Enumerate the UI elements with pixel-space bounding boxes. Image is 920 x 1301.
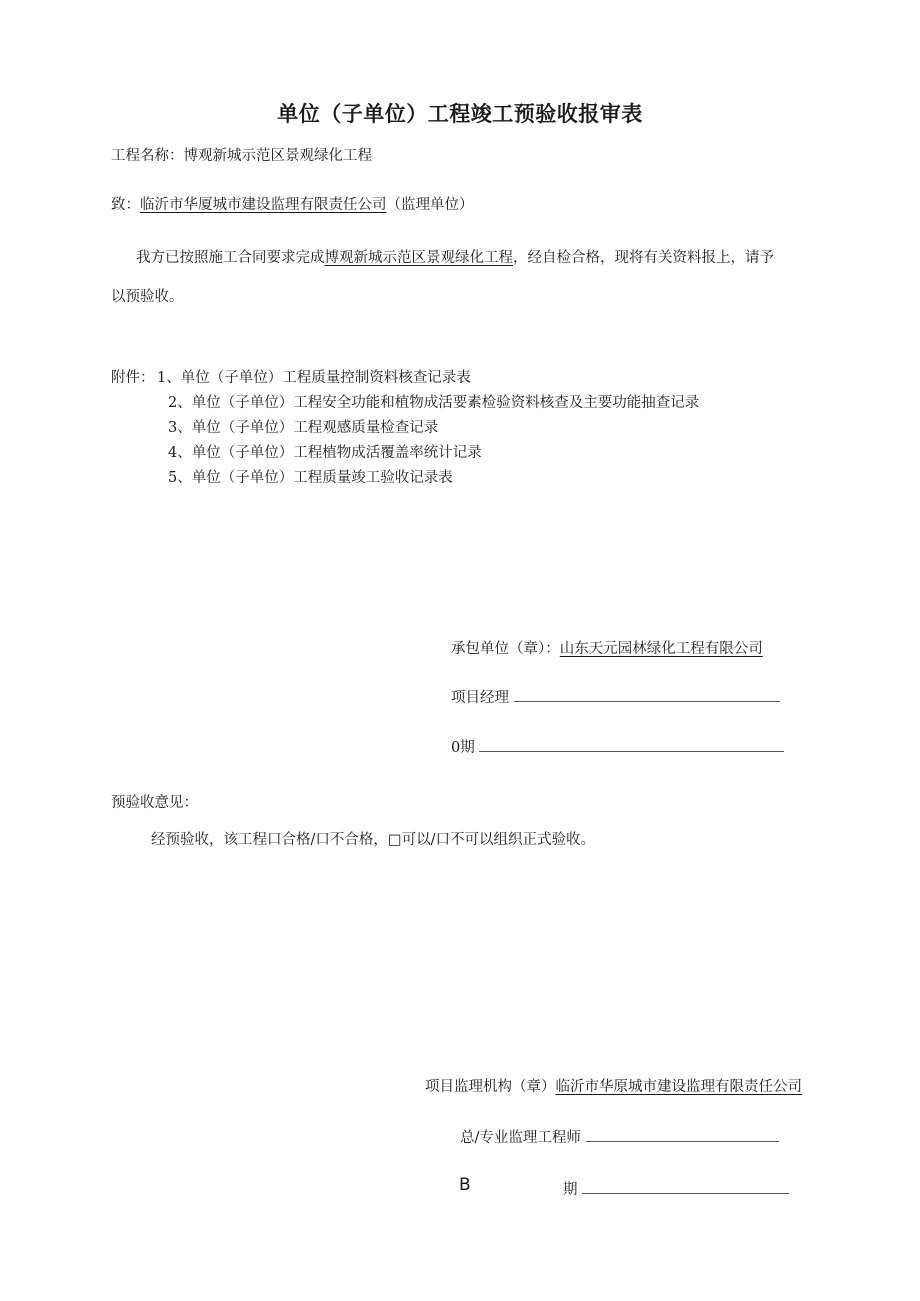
page-title: 单位（子单位）工程竣工预验收报审表 xyxy=(277,102,643,126)
project-manager-signature-line xyxy=(514,686,780,702)
supervisor-date-line xyxy=(582,1178,789,1194)
attachment-item-4: 4、单位（子单位）工程植物成活覆盖率统计记录 xyxy=(168,445,482,461)
attachment-item-1: 1、单位（子单位）工程质量控制资料核查记录表 xyxy=(157,370,471,386)
engineer-signature-line xyxy=(586,1126,779,1142)
opinion-label: 预验收意见： xyxy=(111,795,198,811)
contractor-date-line xyxy=(479,736,784,752)
supervisor-date-row xyxy=(563,1178,789,1199)
statement-line-1 xyxy=(136,246,774,267)
addressee-row xyxy=(111,193,474,214)
project-manager-row xyxy=(451,686,780,707)
project-name-row xyxy=(111,144,372,165)
supervisor-label: 项目监理机构（章） xyxy=(425,1079,556,1095)
contractor-company: 山东天元园林绿化工程有限公司 xyxy=(559,641,763,657)
addressee-suffix: （监理单位） xyxy=(386,197,474,213)
contractor-row xyxy=(451,637,763,658)
supervisor-row xyxy=(425,1075,802,1096)
supervisor-company: 临沂市华原城市建设监理有限责任公司 xyxy=(555,1079,802,1095)
statement-part-1: 我方已按照施工合同要求完成 xyxy=(136,250,325,266)
project-manager-label: 项目经理 xyxy=(451,690,509,706)
contractor-date-row xyxy=(451,736,784,757)
statement-part-2: ，经自检合格，现将有关资料报上，请予 xyxy=(513,250,774,266)
addressee-company: 临沂市华厦城市建设监理有限责任公司 xyxy=(140,197,387,213)
contractor-label: 承包单位（章）： xyxy=(451,641,560,657)
statement-line-2: 以预验收。 xyxy=(111,289,184,305)
addressee-prefix: 致： xyxy=(111,197,140,213)
engineer-row xyxy=(460,1126,779,1147)
statement-project: 博观新城示范区景观绿化工程 xyxy=(324,250,513,266)
supervisor-date-prefix: B xyxy=(459,1175,471,1195)
project-name-value: 博观新城示范区景观绿化工程 xyxy=(183,148,372,164)
attachment-item-3: 3、单位（子单位）工程观感质量检查记录 xyxy=(168,420,439,436)
opinion-text: 经预验收，该工程口合格/口不合格，□可以/口不可以组织正式验收。 xyxy=(151,832,595,848)
contractor-date-label: 0期 xyxy=(451,740,475,756)
supervisor-date-label: 期 xyxy=(563,1182,578,1198)
attachment-item-2: 2、单位（子单位）工程安全功能和植物成活要素检验资料核查及主要功能抽查记录 xyxy=(168,395,700,411)
attachment-item-5: 5、单位（子单位）工程质量竣工验收记录表 xyxy=(168,470,453,486)
engineer-label: 总/专业监理工程师 xyxy=(460,1130,581,1146)
project-name-label: 工程名称： xyxy=(111,148,184,164)
attachments-label: 附件： xyxy=(111,370,155,386)
